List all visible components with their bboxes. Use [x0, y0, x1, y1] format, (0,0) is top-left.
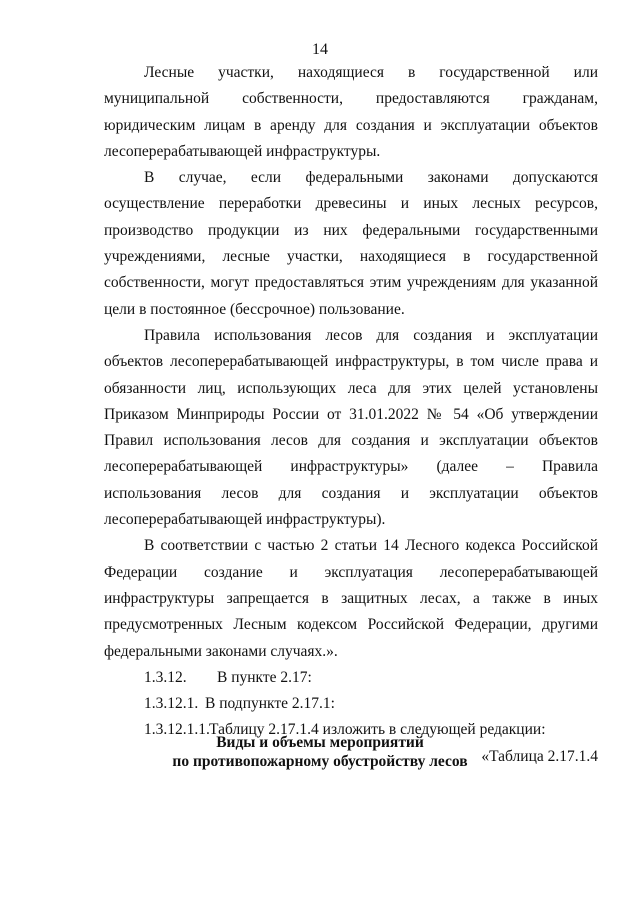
item-number: 1.3.12.1.1.	[144, 721, 210, 739]
paragraph-4: В соответствии с частью 2 статьи 14 Лесного кодекса Российской Федерации создание и эксплуатация лесоперерабатывающей инфраструктуры запрещается в защитных лесах, а также в иных предусмотренных Лесным кодексом Российской Федерации, другими федеральными законами случаях.».	[104, 537, 598, 660]
list-item-1-3-12-1	[104, 691, 598, 717]
table-reference: «Таблица 2.17.1.4	[481, 747, 598, 765]
item-text: В подпункте 2.17.1:	[205, 695, 335, 713]
document-body	[104, 60, 598, 770]
item-number: 1.3.12.	[144, 668, 187, 686]
item-text: В пункте 2.17:	[217, 668, 312, 686]
paragraph-1: Лесные участки, находящиеся в государственной или муниципальной собственности, предоставляются гражданам, юридическим лицам в аренду для создания и эксплуатации объектов лесоперерабатывающей инфраструктуры.	[104, 64, 598, 160]
table-title-line-1: Виды и объемы мероприятий	[216, 734, 424, 751]
paragraph-3: Правила использования лесов для создания и эксплуатации объектов лесоперерабатывающей инфраструктуры, в том числе права и обязанности лиц, использующих леса для этих целей установлены Приказом Минприроды России от 31.01.2022 № 54 «Об утверждении Правил использования лесов для создания и эксплуатации объектов лесоперерабатывающей инфраструктуры» (далее – Правила использования лесов для создания и эксплуатации объектов лесоперерабатывающей инфраструктуры).	[104, 326, 598, 529]
page-number: 14	[312, 41, 328, 58]
item-number: 1.3.12.1.	[144, 695, 199, 713]
table-title	[0, 733, 640, 771]
list-item-1-3-12	[104, 665, 598, 691]
item-text: Таблицу 2.17.1.4 изложить в следующей редакции:	[209, 721, 546, 739]
table-title-line-2: по противопожарному обустройству лесов	[172, 753, 468, 770]
paragraph-2: В случае, если федеральными законами допускаются осуществление переработки древесины и иных лесных ресурсов, производство продукции из них федеральными государственными учреждениями, лесные участки, находящиеся в государственной собственности, могут предоставляться этим учреждениям для указанной цели в постоянное (бессрочное) пользование.	[104, 169, 598, 318]
